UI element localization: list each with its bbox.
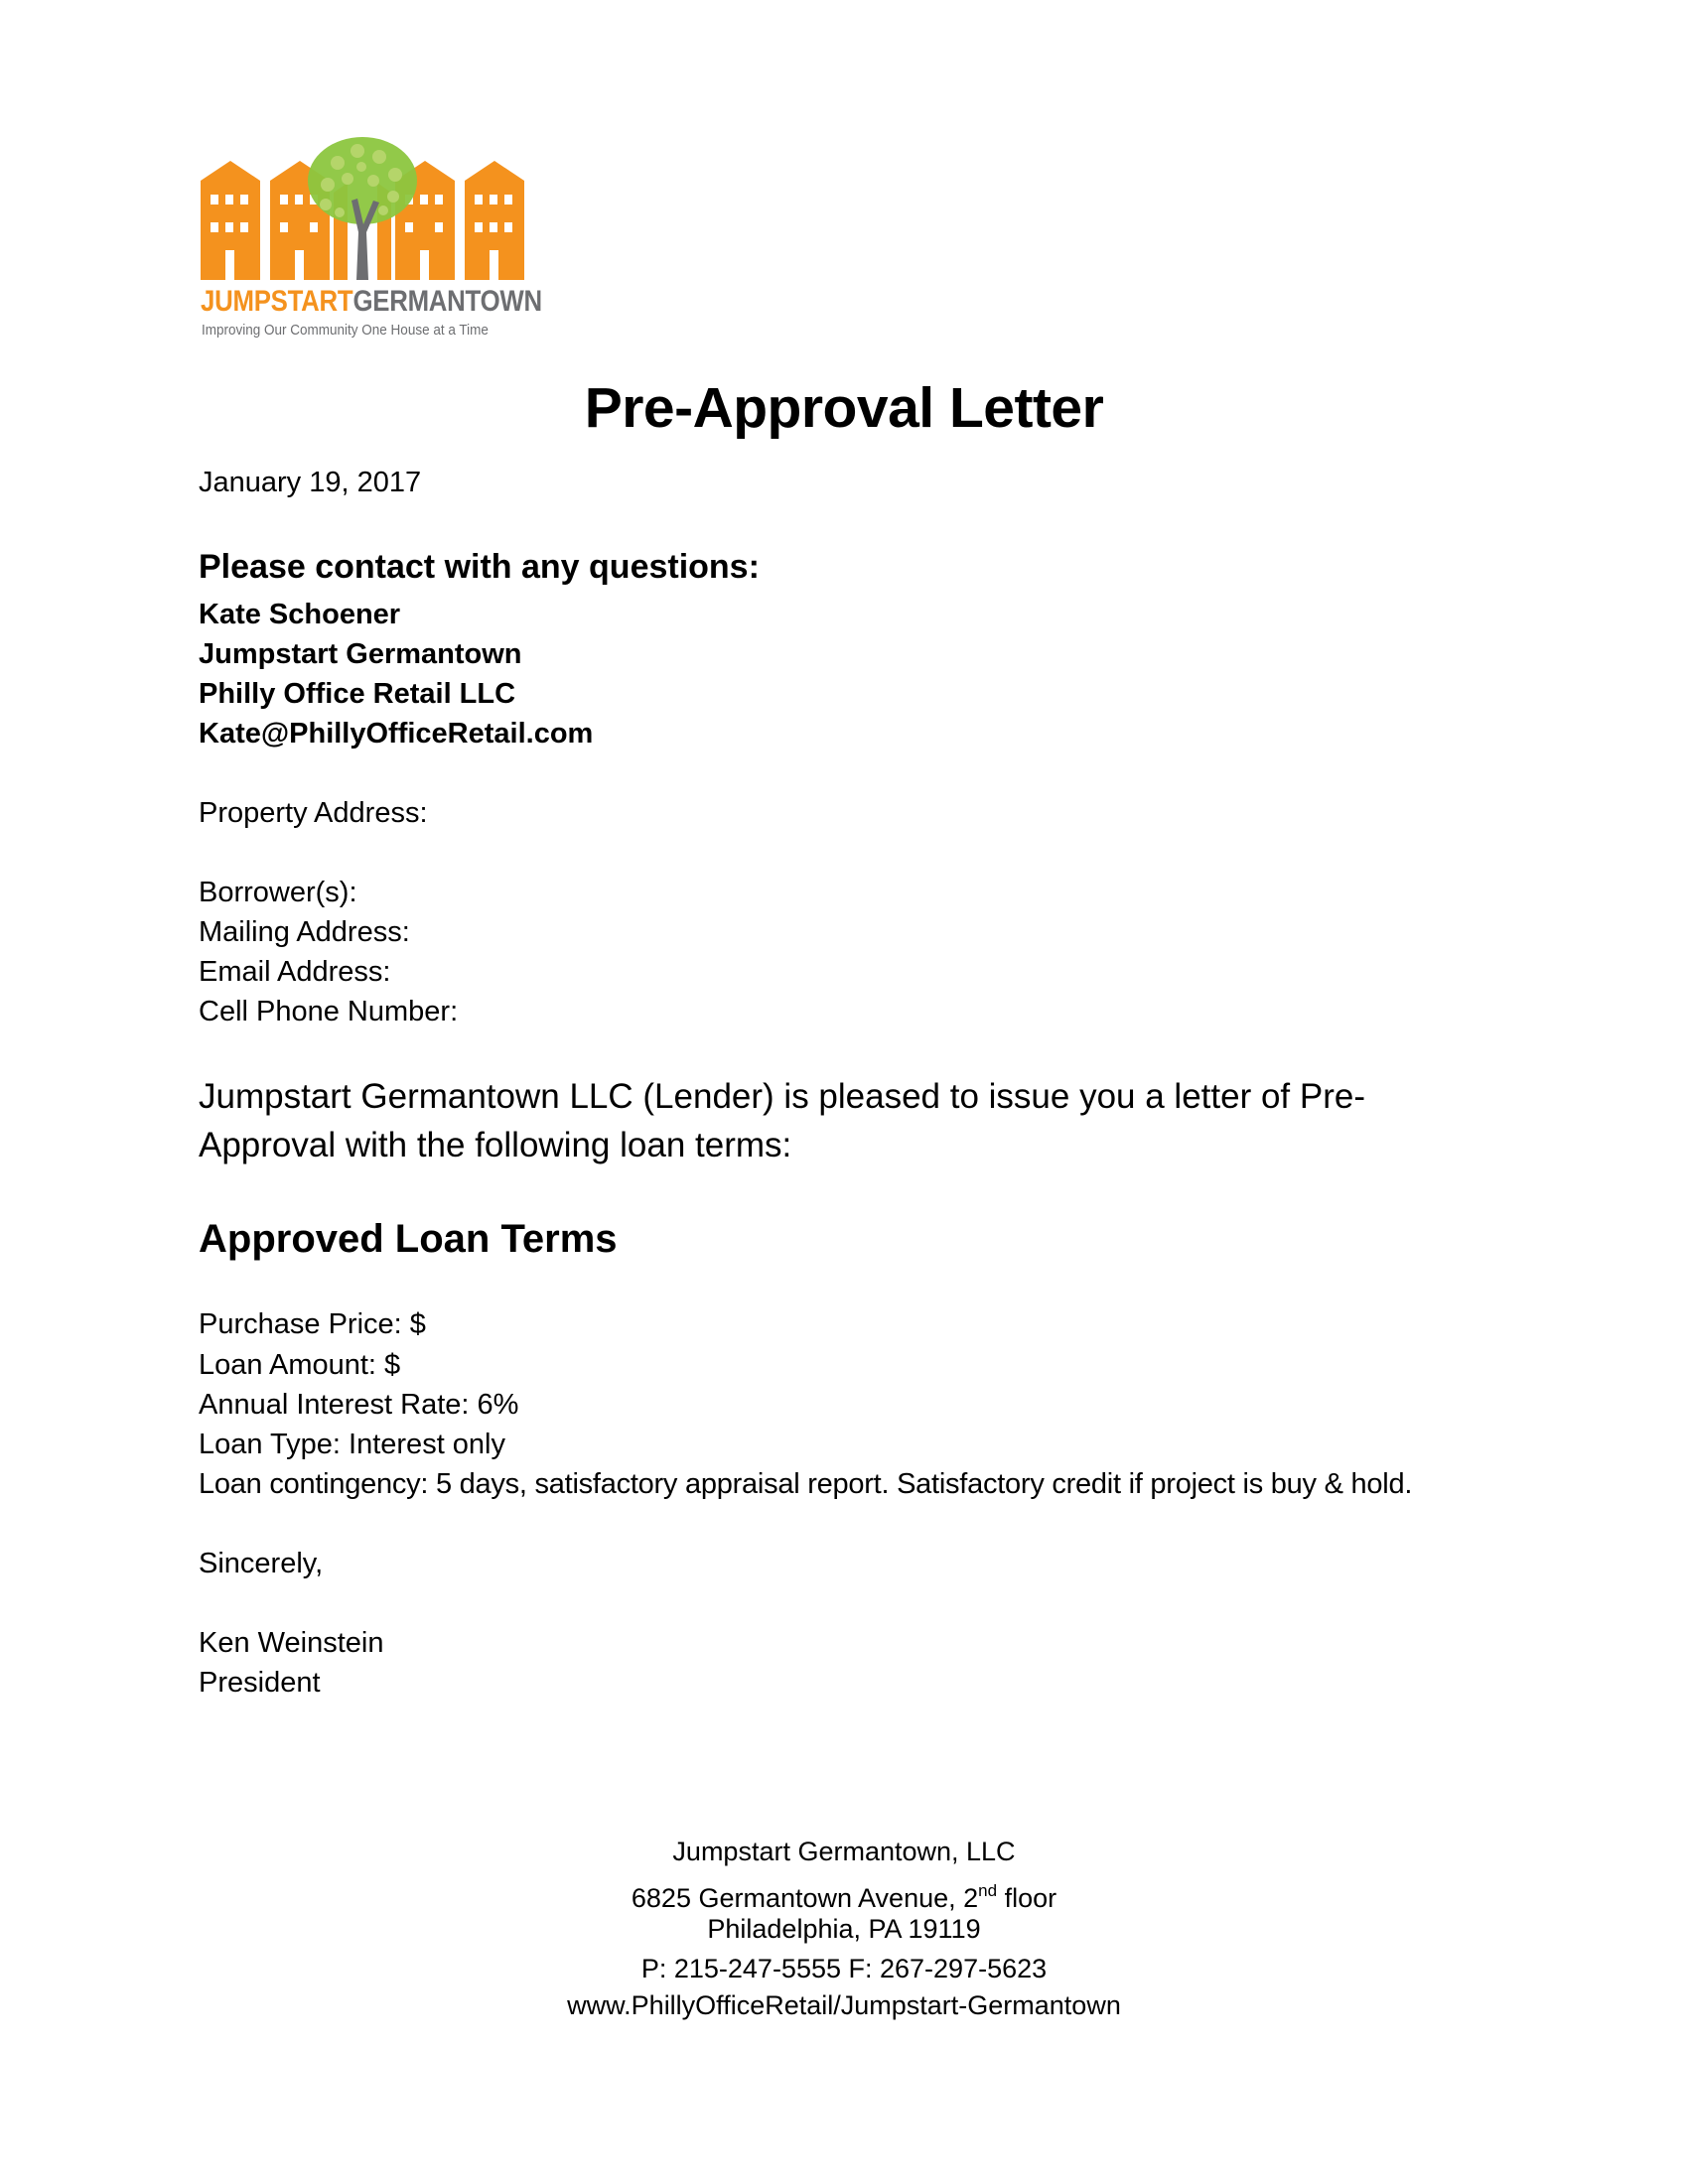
loan-amount: Loan Amount: $ bbox=[199, 1349, 401, 1381]
interest-rate: Annual Interest Rate: 6% bbox=[199, 1389, 519, 1421]
footer-website: www.PhillyOfficeRetail/Jumpstart-Germantown bbox=[567, 1990, 1121, 2020]
footer-street-floor: floor bbox=[997, 1883, 1057, 1913]
footer-street-main: 6825 Germantown Avenue, 2 bbox=[631, 1883, 979, 1913]
purchase-price: Purchase Price: $ bbox=[199, 1308, 426, 1340]
footer-street-ordinal: nd bbox=[978, 1881, 998, 1900]
loan-type: Loan Type: Interest only bbox=[199, 1429, 506, 1460]
borrowers-label: Borrower(s): bbox=[199, 877, 357, 908]
contact-heading: Please contact with any questions: bbox=[199, 548, 760, 586]
contact-org: Jumpstart Germantown bbox=[199, 638, 522, 670]
jumpstart-germantown-logo bbox=[199, 133, 542, 341]
loan-contingency: Loan contingency: 5 days, satisfactory appraisal report. Satisfactory credit if project is buy & hold. bbox=[199, 1468, 1413, 1500]
page-title: Pre-Approval Letter bbox=[584, 376, 1104, 440]
footer-company: Jumpstart Germantown, LLC bbox=[672, 1837, 1016, 1866]
logo-name-part2: GERMANTOWN bbox=[352, 285, 542, 318]
footer-city: Philadelphia, PA 19119 bbox=[707, 1914, 981, 1944]
logo-tagline: Improving Our Community One House at a Time bbox=[202, 322, 489, 339]
footer-phones: P: 215-247-5555 F: 267-297-5623 bbox=[640, 1954, 1048, 1983]
contact-company: Philly Office Retail LLC bbox=[199, 678, 516, 710]
cell-phone-label: Cell Phone Number: bbox=[199, 996, 459, 1027]
salutation: Sincerely, bbox=[199, 1548, 324, 1579]
houses-tree-logo-graphic bbox=[199, 133, 526, 282]
footer-street bbox=[0, 1883, 1688, 1914]
contact-name: Kate Schoener bbox=[199, 599, 401, 630]
email-address-label: Email Address: bbox=[199, 956, 391, 988]
loan-terms-heading: Approved Loan Terms bbox=[199, 1217, 618, 1261]
intro-paragraph: Jumpstart Germantown LLC (Lender) is pleased to issue you a letter of Pre-Approval with the following loan terms: bbox=[199, 1077, 1365, 1164]
mailing-address-label: Mailing Address: bbox=[199, 916, 410, 948]
contact-email: Kate@PhillyOfficeRetail.com bbox=[199, 718, 594, 750]
logo-wordmark bbox=[201, 285, 542, 319]
property-address-label: Property Address: bbox=[199, 797, 428, 829]
letter-date: January 19, 2017 bbox=[199, 467, 422, 498]
logo-name-part1: JUMPSTART bbox=[201, 285, 353, 318]
signer-title: President bbox=[199, 1667, 321, 1699]
signer-name: Ken Weinstein bbox=[199, 1627, 384, 1659]
